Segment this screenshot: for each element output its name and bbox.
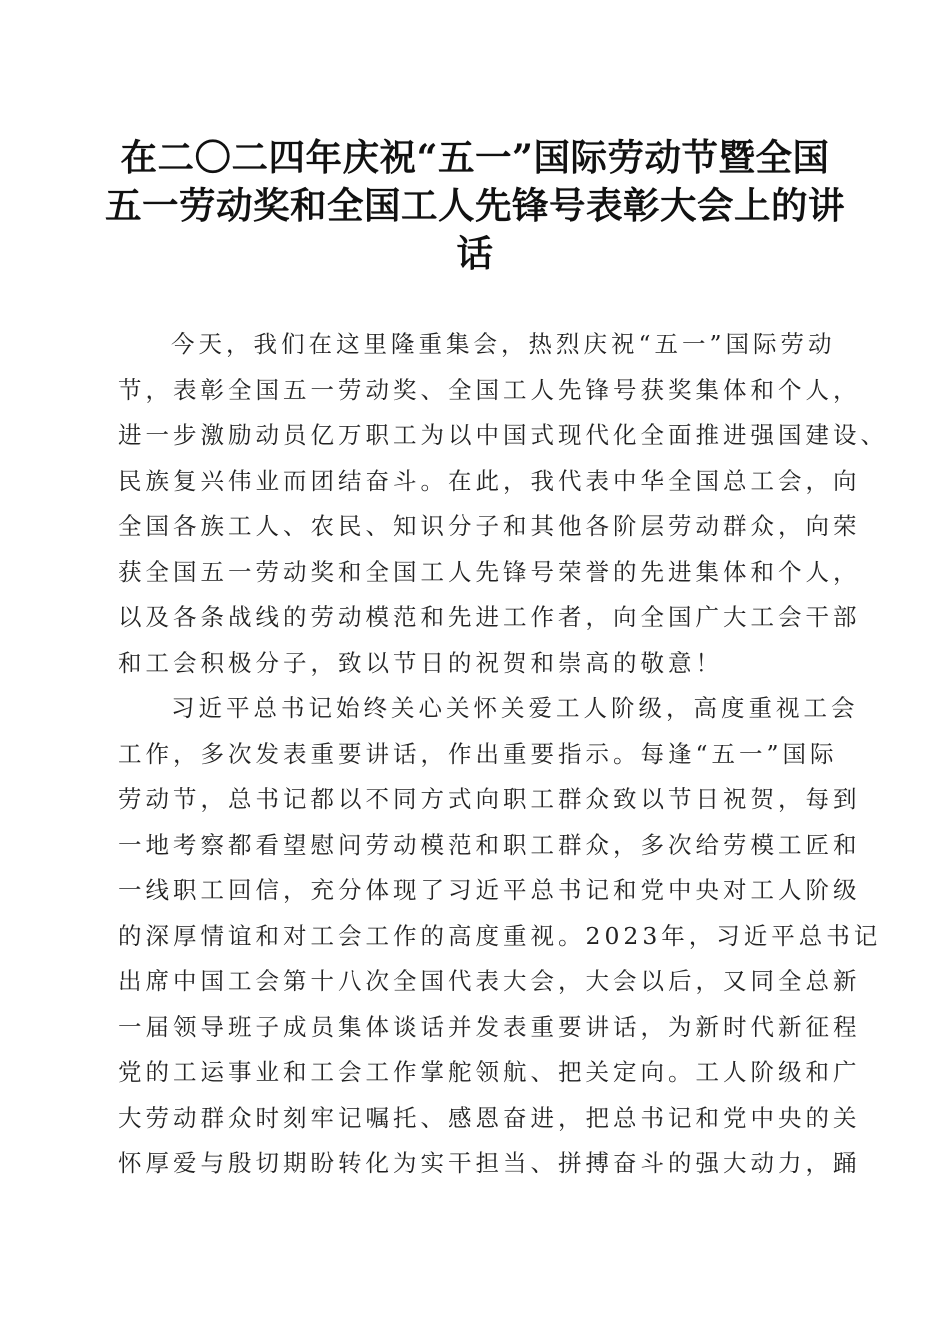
document-title	[90, 134, 860, 278]
text-line: 一线职工回信，充分体现了习近平总书记和党中央对工人阶级	[118, 876, 861, 904]
title-line-3: 话	[456, 232, 494, 275]
text-line: 和工会积极分子，致以节日的祝贺和崇高的敬意！	[118, 648, 723, 677]
text-line: 今天，我们在这里隆重集会，热烈庆祝“五一”国际劳动	[171, 330, 836, 358]
text-line: 怀厚爱与殷切期盼转化为实干担当、拼搏奋斗的强大动力，踊	[118, 1149, 861, 1177]
text-line: 大劳动群众时刻牢记嘱托、感恩奋进，把总书记和党中央的关	[118, 1103, 861, 1132]
title-line-2: 五一劳动奖和全国工人先锋号表彰大会上的讲	[105, 184, 845, 227]
text-line: 出席中国工会第十八次全国代表大会，大会以后，又同全总新	[118, 967, 861, 995]
text-line: 获全国五一劳动奖和全国工人先锋号荣誉的先进集体和个人，	[118, 557, 861, 586]
text-line: 的深厚情谊和对工会工作的高度重视。2023年，习近平总书记	[118, 921, 882, 950]
text-line: 一地考察都看望慰问劳动模范和职工群众，多次给劳模工匠和	[118, 830, 861, 859]
document-body	[118, 322, 888, 1187]
paragraph-2	[118, 686, 882, 1187]
title-line-1: 在二〇二四年庆祝“五一”国际劳动节暨全国	[120, 136, 830, 179]
text-line: 党的工运事业和工会工作掌舵领航、把关定向。工人阶级和广	[118, 1058, 861, 1086]
text-line: 节，表彰全国五一劳动奖、全国工人先锋号获奖集体和个人，	[118, 375, 861, 404]
text-line: 一届领导班子成员集体谈话并发表重要讲话，为新时代新征程	[118, 1012, 861, 1041]
text-line: 全国各族工人、农民、知识分子和其他各阶层劳动群众，向荣	[118, 512, 861, 540]
text-line: 进一步激励动员亿万职工为以中国式现代化全面推进强国建设、	[118, 421, 888, 449]
text-line: 民族复兴伟业而团结奋斗。在此，我代表中华全国总工会，向	[118, 466, 861, 495]
paragraph-1	[118, 322, 888, 686]
text-line: 劳动节，总书记都以不同方式向职工群众致以节日祝贺，每到	[118, 785, 861, 813]
text-line: 以及各条战线的劳动模范和先进工作者，向全国广大工会干部	[118, 603, 861, 631]
text-line: 习近平总书记始终关心关怀关爱工人阶级，高度重视工会	[171, 694, 859, 722]
text-line: 工作，多次发表重要讲话，作出重要指示。每逢“五一”国际	[118, 739, 838, 768]
